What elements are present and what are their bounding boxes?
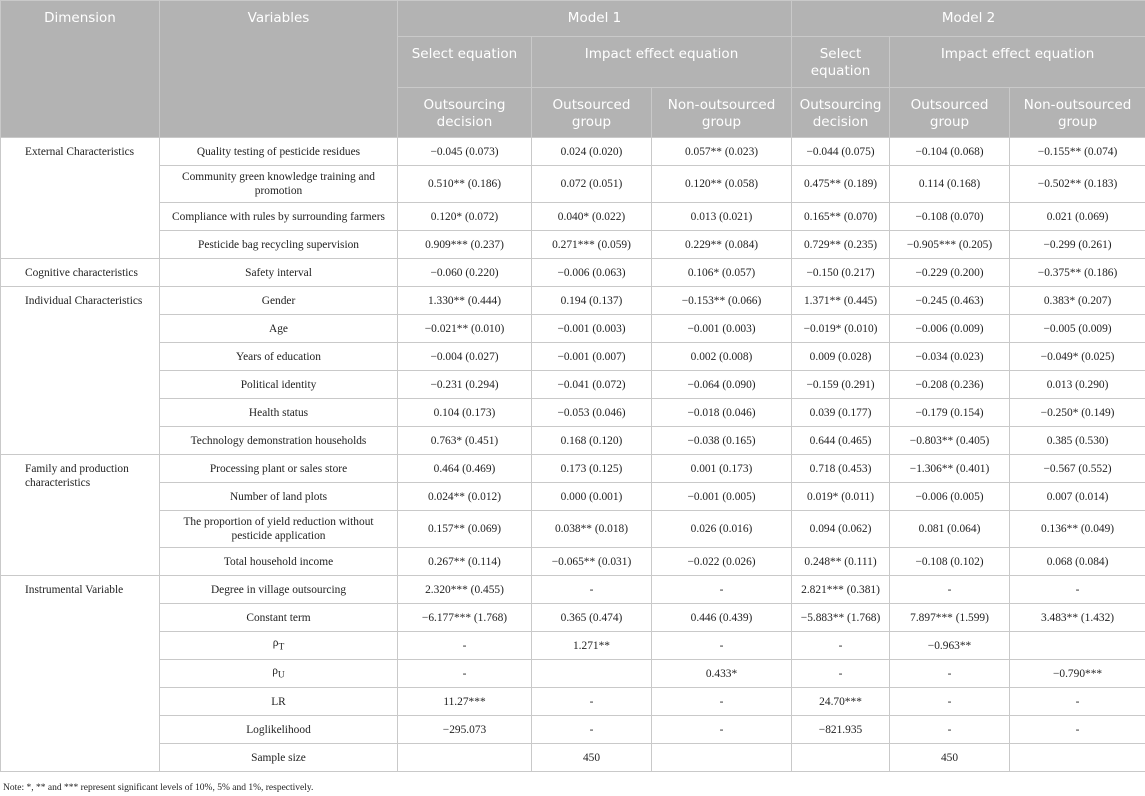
variable-cell: $\rho_T$	[160, 632, 398, 660]
value-cell: 0.248** (0.111)	[792, 548, 890, 576]
value-cell: 0.446 (0.439)	[652, 604, 792, 632]
value-cell: −821.935	[792, 716, 890, 744]
value-cell: −1.306** (0.401)	[890, 455, 1010, 483]
value-cell: -	[532, 688, 652, 716]
value-cell: −0.045 (0.073)	[398, 138, 532, 166]
variable-cell: Quality testing of pesticide residues	[160, 138, 398, 166]
table-row	[1, 399, 1145, 427]
value-cell: −0.245 (0.463)	[890, 287, 1010, 315]
value-cell: 0.038** (0.018)	[532, 511, 652, 548]
value-cell: 0.000 (0.001)	[532, 483, 652, 511]
table-row	[1, 483, 1145, 511]
value-cell: 0.068 (0.084)	[1010, 548, 1145, 576]
value-cell: -	[652, 688, 792, 716]
value-cell	[398, 744, 532, 772]
value-cell: −0.021** (0.010)	[398, 315, 532, 343]
variable-cell: Number of land plots	[160, 483, 398, 511]
table-row	[1, 343, 1145, 371]
value-cell: 0.072 (0.051)	[532, 166, 652, 203]
variable-cell: LR	[160, 688, 398, 716]
value-cell: -	[792, 660, 890, 688]
value-cell: 0.120** (0.058)	[652, 166, 792, 203]
value-cell: −0.006 (0.063)	[532, 259, 652, 287]
table-row	[1, 138, 1145, 166]
dimension-cell: Instrumental Variable	[1, 576, 160, 772]
value-cell: −0.004 (0.027)	[398, 343, 532, 371]
value-cell: -	[652, 576, 792, 604]
value-cell: −0.041 (0.072)	[532, 371, 652, 399]
model1-impact-effect-header: Impact effect equation	[532, 37, 792, 88]
variable-cell: Community green knowledge training and promotion	[160, 166, 398, 203]
variable-cell: Technology demonstration households	[160, 427, 398, 455]
table-row	[1, 455, 1145, 483]
value-cell: 0.194 (0.137)	[532, 287, 652, 315]
value-cell: -	[1010, 716, 1145, 744]
variable-cell: Political identity	[160, 371, 398, 399]
value-cell	[1010, 632, 1145, 660]
model2-header: Model 2	[792, 1, 1145, 37]
value-cell: −0.001 (0.005)	[652, 483, 792, 511]
model2-non-outsourced-group-header: Non-outsourced group	[1010, 88, 1145, 138]
value-cell: 1.271**	[532, 632, 652, 660]
value-cell	[532, 660, 652, 688]
dimension-header: Dimension	[1, 1, 160, 138]
table-row	[1, 203, 1145, 231]
table-row	[1, 576, 1145, 604]
table-row	[1, 166, 1145, 203]
model2-impact-effect-header: Impact effect equation	[890, 37, 1145, 88]
variable-cell: Degree in village outsourcing	[160, 576, 398, 604]
value-cell: −0.006 (0.005)	[890, 483, 1010, 511]
value-cell: 0.909*** (0.237)	[398, 231, 532, 259]
value-cell: 0.013 (0.021)	[652, 203, 792, 231]
value-cell: −0.001 (0.003)	[532, 315, 652, 343]
value-cell: -	[1010, 688, 1145, 716]
value-cell: −0.034 (0.023)	[890, 343, 1010, 371]
value-cell: −0.001 (0.003)	[652, 315, 792, 343]
value-cell: −0.044 (0.075)	[792, 138, 890, 166]
value-cell: 0.021 (0.069)	[1010, 203, 1145, 231]
variable-cell: Years of education	[160, 343, 398, 371]
model1-select-equation-header: Select equation	[398, 37, 532, 88]
variable-cell: Sample size	[160, 744, 398, 772]
value-cell: −0.153** (0.066)	[652, 287, 792, 315]
value-cell: −0.006 (0.009)	[890, 315, 1010, 343]
value-cell: 0.039 (0.177)	[792, 399, 890, 427]
variable-cell: Safety interval	[160, 259, 398, 287]
table-row	[1, 660, 1145, 688]
value-cell: 0.229** (0.084)	[652, 231, 792, 259]
table-body	[1, 138, 1145, 772]
variable-cell: Health status	[160, 399, 398, 427]
value-cell: -	[890, 576, 1010, 604]
value-cell: 24.70***	[792, 688, 890, 716]
variable-cell: Gender	[160, 287, 398, 315]
table-row	[1, 259, 1145, 287]
value-cell: −0.038 (0.165)	[652, 427, 792, 455]
value-cell: 0.019* (0.011)	[792, 483, 890, 511]
variable-cell: Total household income	[160, 548, 398, 576]
table-note: Note: *, ** and *** represent significant levels of 10%, 5% and 1%, respectively.	[3, 783, 314, 793]
value-cell: 0.009 (0.028)	[792, 343, 890, 371]
value-cell: −0.179 (0.154)	[890, 399, 1010, 427]
value-cell: −0.150 (0.217)	[792, 259, 890, 287]
variable-cell: Constant term	[160, 604, 398, 632]
value-cell: −0.790***	[1010, 660, 1145, 688]
value-cell: 0.136** (0.049)	[1010, 511, 1145, 548]
value-cell: −0.019* (0.010)	[792, 315, 890, 343]
value-cell: −0.229 (0.200)	[890, 259, 1010, 287]
value-cell: 0.024 (0.020)	[532, 138, 652, 166]
value-cell: 0.168 (0.120)	[532, 427, 652, 455]
value-cell: -	[532, 576, 652, 604]
value-cell: −0.104 (0.068)	[890, 138, 1010, 166]
value-cell: −0.963**	[890, 632, 1010, 660]
model1-outsourcing-decision-header: Outsourcing decision	[398, 88, 532, 138]
value-cell: −0.250* (0.149)	[1010, 399, 1145, 427]
value-cell: 0.024** (0.012)	[398, 483, 532, 511]
value-cell: −0.022 (0.026)	[652, 548, 792, 576]
value-cell: 0.057** (0.023)	[652, 138, 792, 166]
value-cell: -	[398, 632, 532, 660]
variable-cell: Loglikelihood	[160, 716, 398, 744]
value-cell: −0.064 (0.090)	[652, 371, 792, 399]
value-cell: -	[792, 632, 890, 660]
value-cell: 0.365 (0.474)	[532, 604, 652, 632]
value-cell: −0.208 (0.236)	[890, 371, 1010, 399]
table-row	[1, 315, 1145, 343]
value-cell: 0.013 (0.290)	[1010, 371, 1145, 399]
value-cell: -	[652, 632, 792, 660]
value-cell: −0.375** (0.186)	[1010, 259, 1145, 287]
value-cell: −0.049* (0.025)	[1010, 343, 1145, 371]
value-cell: −5.883** (1.768)	[792, 604, 890, 632]
value-cell: 0.104 (0.173)	[398, 399, 532, 427]
model2-outsourcing-decision-header: Outsourcing decision	[792, 88, 890, 138]
value-cell: −0.108 (0.102)	[890, 548, 1010, 576]
value-cell: -	[652, 716, 792, 744]
dimension-cell: Cognitive characteristics	[1, 259, 160, 287]
value-cell: 450	[532, 744, 652, 772]
value-cell: -	[890, 688, 1010, 716]
value-cell: 450	[890, 744, 1010, 772]
value-cell: 3.483** (1.432)	[1010, 604, 1145, 632]
variable-cell: Age	[160, 315, 398, 343]
value-cell: 2.320*** (0.455)	[398, 576, 532, 604]
value-cell: −0.001 (0.007)	[532, 343, 652, 371]
model1-non-outsourced-group-header: Non-outsourced group	[652, 88, 792, 138]
value-cell: −0.905*** (0.205)	[890, 231, 1010, 259]
variable-cell: The proportion of yield reduction without pesticide application	[160, 511, 398, 548]
table-header	[1, 1, 1145, 138]
table-row	[1, 511, 1145, 548]
value-cell: −295.073	[398, 716, 532, 744]
value-cell: -	[890, 660, 1010, 688]
value-cell: −0.108 (0.070)	[890, 203, 1010, 231]
value-cell: 0.433*	[652, 660, 792, 688]
value-cell: −0.005 (0.009)	[1010, 315, 1145, 343]
table-row	[1, 548, 1145, 576]
value-cell: 0.120* (0.072)	[398, 203, 532, 231]
value-cell	[792, 744, 890, 772]
value-cell: −0.299 (0.261)	[1010, 231, 1145, 259]
value-cell: 0.763* (0.451)	[398, 427, 532, 455]
variable-cell: Pesticide bag recycling supervision	[160, 231, 398, 259]
value-cell: 0.383* (0.207)	[1010, 287, 1145, 315]
model1-outsourced-group-header: Outsourced group	[532, 88, 652, 138]
value-cell: 0.157** (0.069)	[398, 511, 532, 548]
value-cell: −0.065** (0.031)	[532, 548, 652, 576]
value-cell: 0.040* (0.022)	[532, 203, 652, 231]
value-cell: -	[398, 660, 532, 688]
value-cell: 0.106* (0.057)	[652, 259, 792, 287]
value-cell: −0.567 (0.552)	[1010, 455, 1145, 483]
value-cell: −0.231 (0.294)	[398, 371, 532, 399]
value-cell: 7.897*** (1.599)	[890, 604, 1010, 632]
value-cell: −6.177*** (1.768)	[398, 604, 532, 632]
value-cell: 0.718 (0.453)	[792, 455, 890, 483]
value-cell: 0.385 (0.530)	[1010, 427, 1145, 455]
table-row	[1, 287, 1145, 315]
variable-cell: Compliance with rules by surrounding farmers	[160, 203, 398, 231]
value-cell: 0.173 (0.125)	[532, 455, 652, 483]
table-row	[1, 604, 1145, 632]
dimension-cell: Family and production characteristics	[1, 455, 160, 576]
value-cell: 1.371** (0.445)	[792, 287, 890, 315]
table-row	[1, 427, 1145, 455]
value-cell: 2.821*** (0.381)	[792, 576, 890, 604]
value-cell: −0.159 (0.291)	[792, 371, 890, 399]
model1-header: Model 1	[398, 1, 792, 37]
model2-select-equation-header: Select equation	[792, 37, 890, 88]
table-row	[1, 744, 1145, 772]
variable-cell: Processing plant or sales store	[160, 455, 398, 483]
value-cell: 0.007 (0.014)	[1010, 483, 1145, 511]
dimension-cell: External Characteristics	[1, 138, 160, 259]
value-cell	[1010, 744, 1145, 772]
value-cell: −0.502** (0.183)	[1010, 166, 1145, 203]
value-cell: -	[532, 716, 652, 744]
value-cell: 0.081 (0.064)	[890, 511, 1010, 548]
value-cell: 0.165** (0.070)	[792, 203, 890, 231]
value-cell: 0.002 (0.008)	[652, 343, 792, 371]
value-cell: 0.114 (0.168)	[890, 166, 1010, 203]
value-cell: 0.026 (0.016)	[652, 511, 792, 548]
value-cell: 1.330** (0.444)	[398, 287, 532, 315]
value-cell: 0.729** (0.235)	[792, 231, 890, 259]
table-row	[1, 632, 1145, 660]
dimension-cell: Individual Characteristics	[1, 287, 160, 455]
value-cell: 0.644 (0.465)	[792, 427, 890, 455]
model2-outsourced-group-header: Outsourced group	[890, 88, 1010, 138]
value-cell: 0.271*** (0.059)	[532, 231, 652, 259]
table-row	[1, 716, 1145, 744]
table-row	[1, 371, 1145, 399]
value-cell: 0.475** (0.189)	[792, 166, 890, 203]
value-cell: −0.018 (0.046)	[652, 399, 792, 427]
variables-header: Variables	[160, 1, 398, 138]
variable-cell: $\rho_U$	[160, 660, 398, 688]
value-cell: −0.803** (0.405)	[890, 427, 1010, 455]
value-cell: -	[1010, 576, 1145, 604]
value-cell: 0.464 (0.469)	[398, 455, 532, 483]
value-cell: 0.267** (0.114)	[398, 548, 532, 576]
value-cell: 0.094 (0.062)	[792, 511, 890, 548]
value-cell: -	[890, 716, 1010, 744]
value-cell: 11.27***	[398, 688, 532, 716]
table-row	[1, 688, 1145, 716]
value-cell: 0.510** (0.186)	[398, 166, 532, 203]
table-row	[1, 231, 1145, 259]
value-cell: −0.053 (0.046)	[532, 399, 652, 427]
value-cell: −0.060 (0.220)	[398, 259, 532, 287]
value-cell: 0.001 (0.173)	[652, 455, 792, 483]
value-cell	[652, 744, 792, 772]
value-cell: −0.155** (0.074)	[1010, 138, 1145, 166]
